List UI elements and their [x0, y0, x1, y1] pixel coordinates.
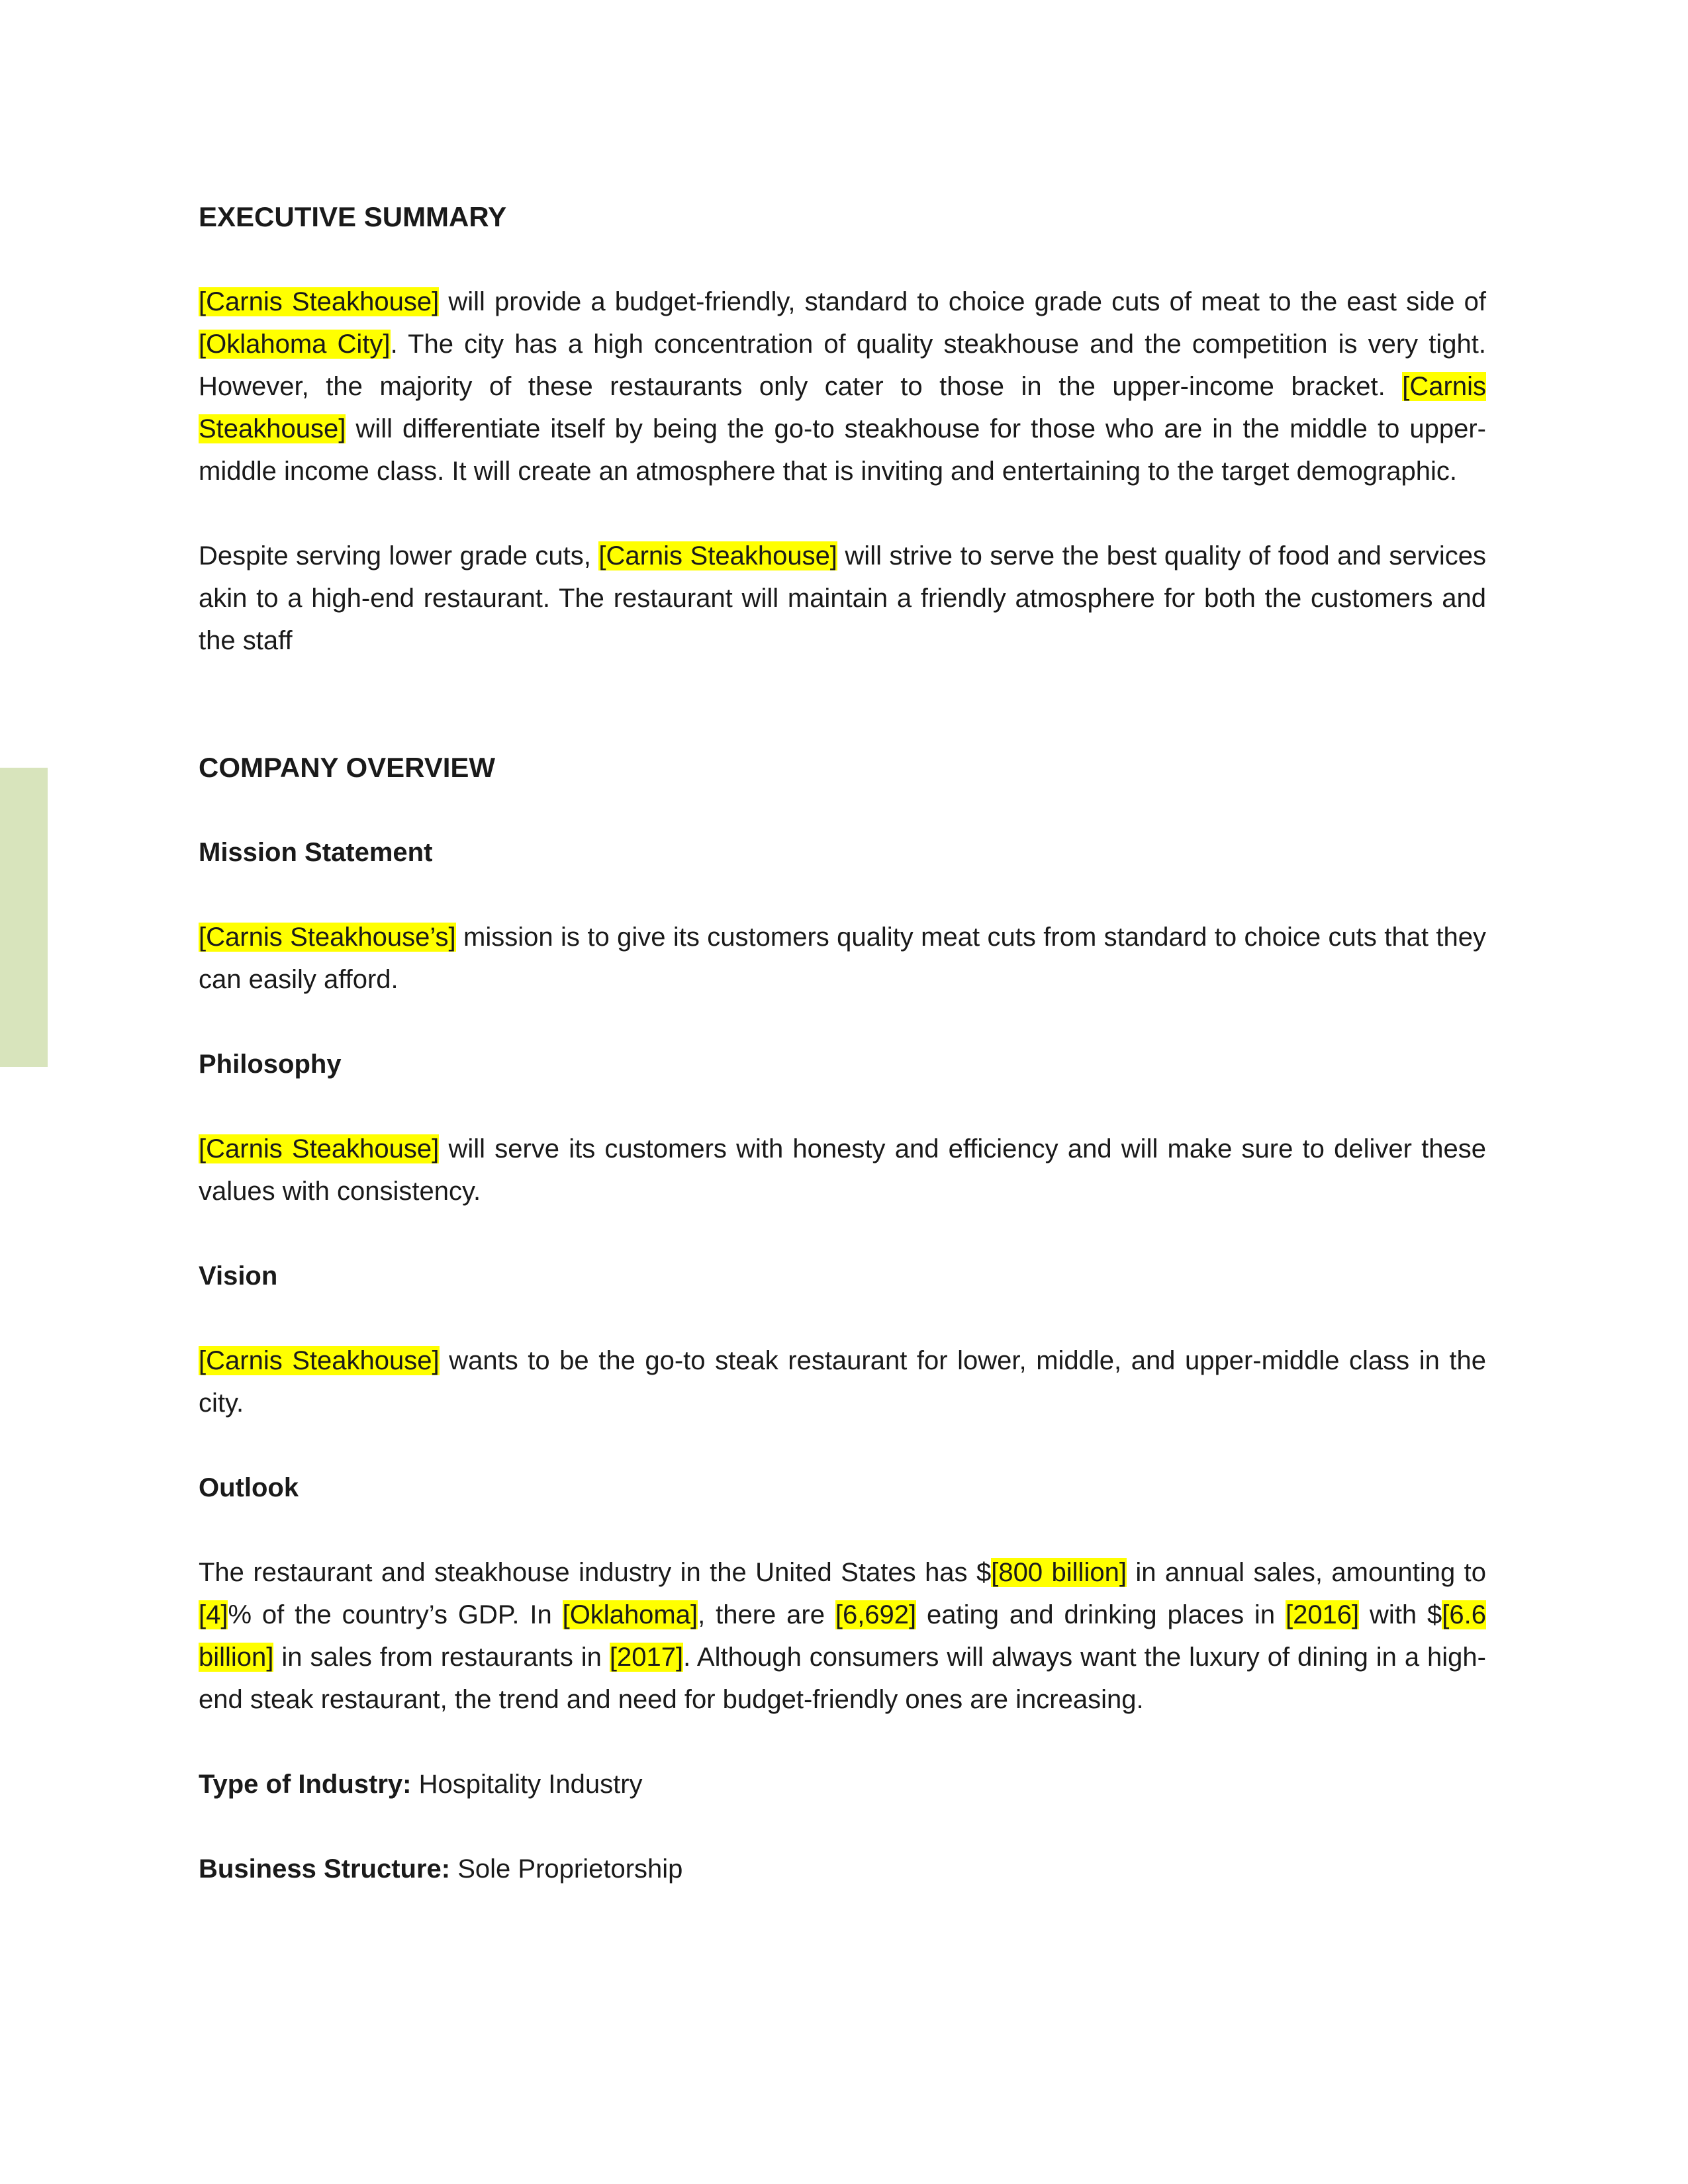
placeholder-company-name: [Carnis Steakhouse]: [598, 541, 837, 570]
placeholder-place-count: [6,692]: [835, 1600, 917, 1629]
mission-statement-paragraph: [Carnis Steakhouse’s] mission is to give its customers quality meat cuts from standard to choice cuts that they can easily afford.: [199, 923, 1487, 994]
vision-heading: Vision: [199, 1261, 278, 1291]
placeholder-company-name: [Carnis Steakhouse’s]: [199, 923, 456, 952]
placeholder-city: [Oklahoma City]: [199, 330, 391, 359]
type-of-industry-line: [199, 1763, 1486, 1805]
executive-summary-paragraph-2: Despite serving lower grade cuts, [Carnis Steakhouse] will strive to serve the best quality of food and services akin to a high-end restaurant. The restaurant will maintain a friendly atmosphere for both the customers and the staff: [199, 541, 1487, 655]
placeholder-year: [2017]: [609, 1643, 684, 1672]
placeholder-company-name: [Carnis Steakhouse]: [199, 372, 1486, 443]
executive-summary-heading: EXECUTIVE SUMMARY: [199, 201, 507, 232]
placeholder-year: [2016]: [1285, 1600, 1360, 1629]
placeholder-company-name: [Carnis Steakhouse]: [199, 287, 440, 316]
executive-summary-paragraph-1: [Carnis Steakhouse] will provide a budget-friendly, standard to choice grade cuts of meat to the east side of [Oklahoma City]. The city has a high concentration of quality steakhouse and the competition is very tight. However, the majority of these restaurants only cater to those in the upper-income bracket. [Carnis Steakhouse] will differentiate itself by being the go-to steakhouse for those who are in the middle to upper-middle income class. It will create an atmosphere that is inviting and entertaining to the target demographic.: [199, 287, 1487, 486]
vision-paragraph: [Carnis Steakhouse] wants to be the go-to steak restaurant for lower, middle, and upper-middle class in the city.: [199, 1346, 1486, 1418]
business-structure-line: [199, 1848, 1486, 1890]
placeholder-company-name: [Carnis Steakhouse]: [199, 1346, 440, 1375]
placeholder-state-sales: [6.6 billion]: [199, 1600, 1487, 1672]
philosophy-heading: Philosophy: [199, 1050, 342, 1079]
mission-statement-heading: Mission Statement: [199, 838, 433, 867]
outlook-heading: Outlook: [199, 1473, 299, 1502]
company-overview-heading: COMPANY OVERVIEW: [199, 752, 496, 783]
document-page: [199, 196, 1486, 1890]
side-tab-marker: [0, 768, 48, 1067]
type-of-industry-label: Type of Industry:: [199, 1770, 412, 1799]
placeholder-gdp-percent: [4]: [199, 1600, 228, 1629]
outlook-paragraph: The restaurant and steakhouse industry in the United States has $[800 billion] in annual sales, amounting to [4]% of the country’s GDP. In [Oklahoma], there are [6,692] eating and drinking places in [2016] with $[6.6 billion] in sales from restaurants in [2017]. Although consumers will always want the luxury of dining in a high-end steak restaurant, the trend and need for budget-friendly ones are increasing.: [199, 1558, 1487, 1714]
philosophy-paragraph: [Carnis Steakhouse] will serve its customers with honesty and efficiency and will make sure to deliver these values with consistency.: [199, 1134, 1486, 1206]
type-of-industry-value: Hospitality Industry: [411, 1770, 643, 1799]
placeholder-annual-sales: [800 billion]: [991, 1558, 1127, 1587]
placeholder-state: [Oklahoma]: [562, 1600, 698, 1629]
business-structure-label: Business Structure:: [199, 1854, 451, 1884]
placeholder-company-name: [Carnis Steakhouse]: [199, 1134, 440, 1163]
business-structure-value: Sole Proprietorship: [450, 1854, 683, 1884]
